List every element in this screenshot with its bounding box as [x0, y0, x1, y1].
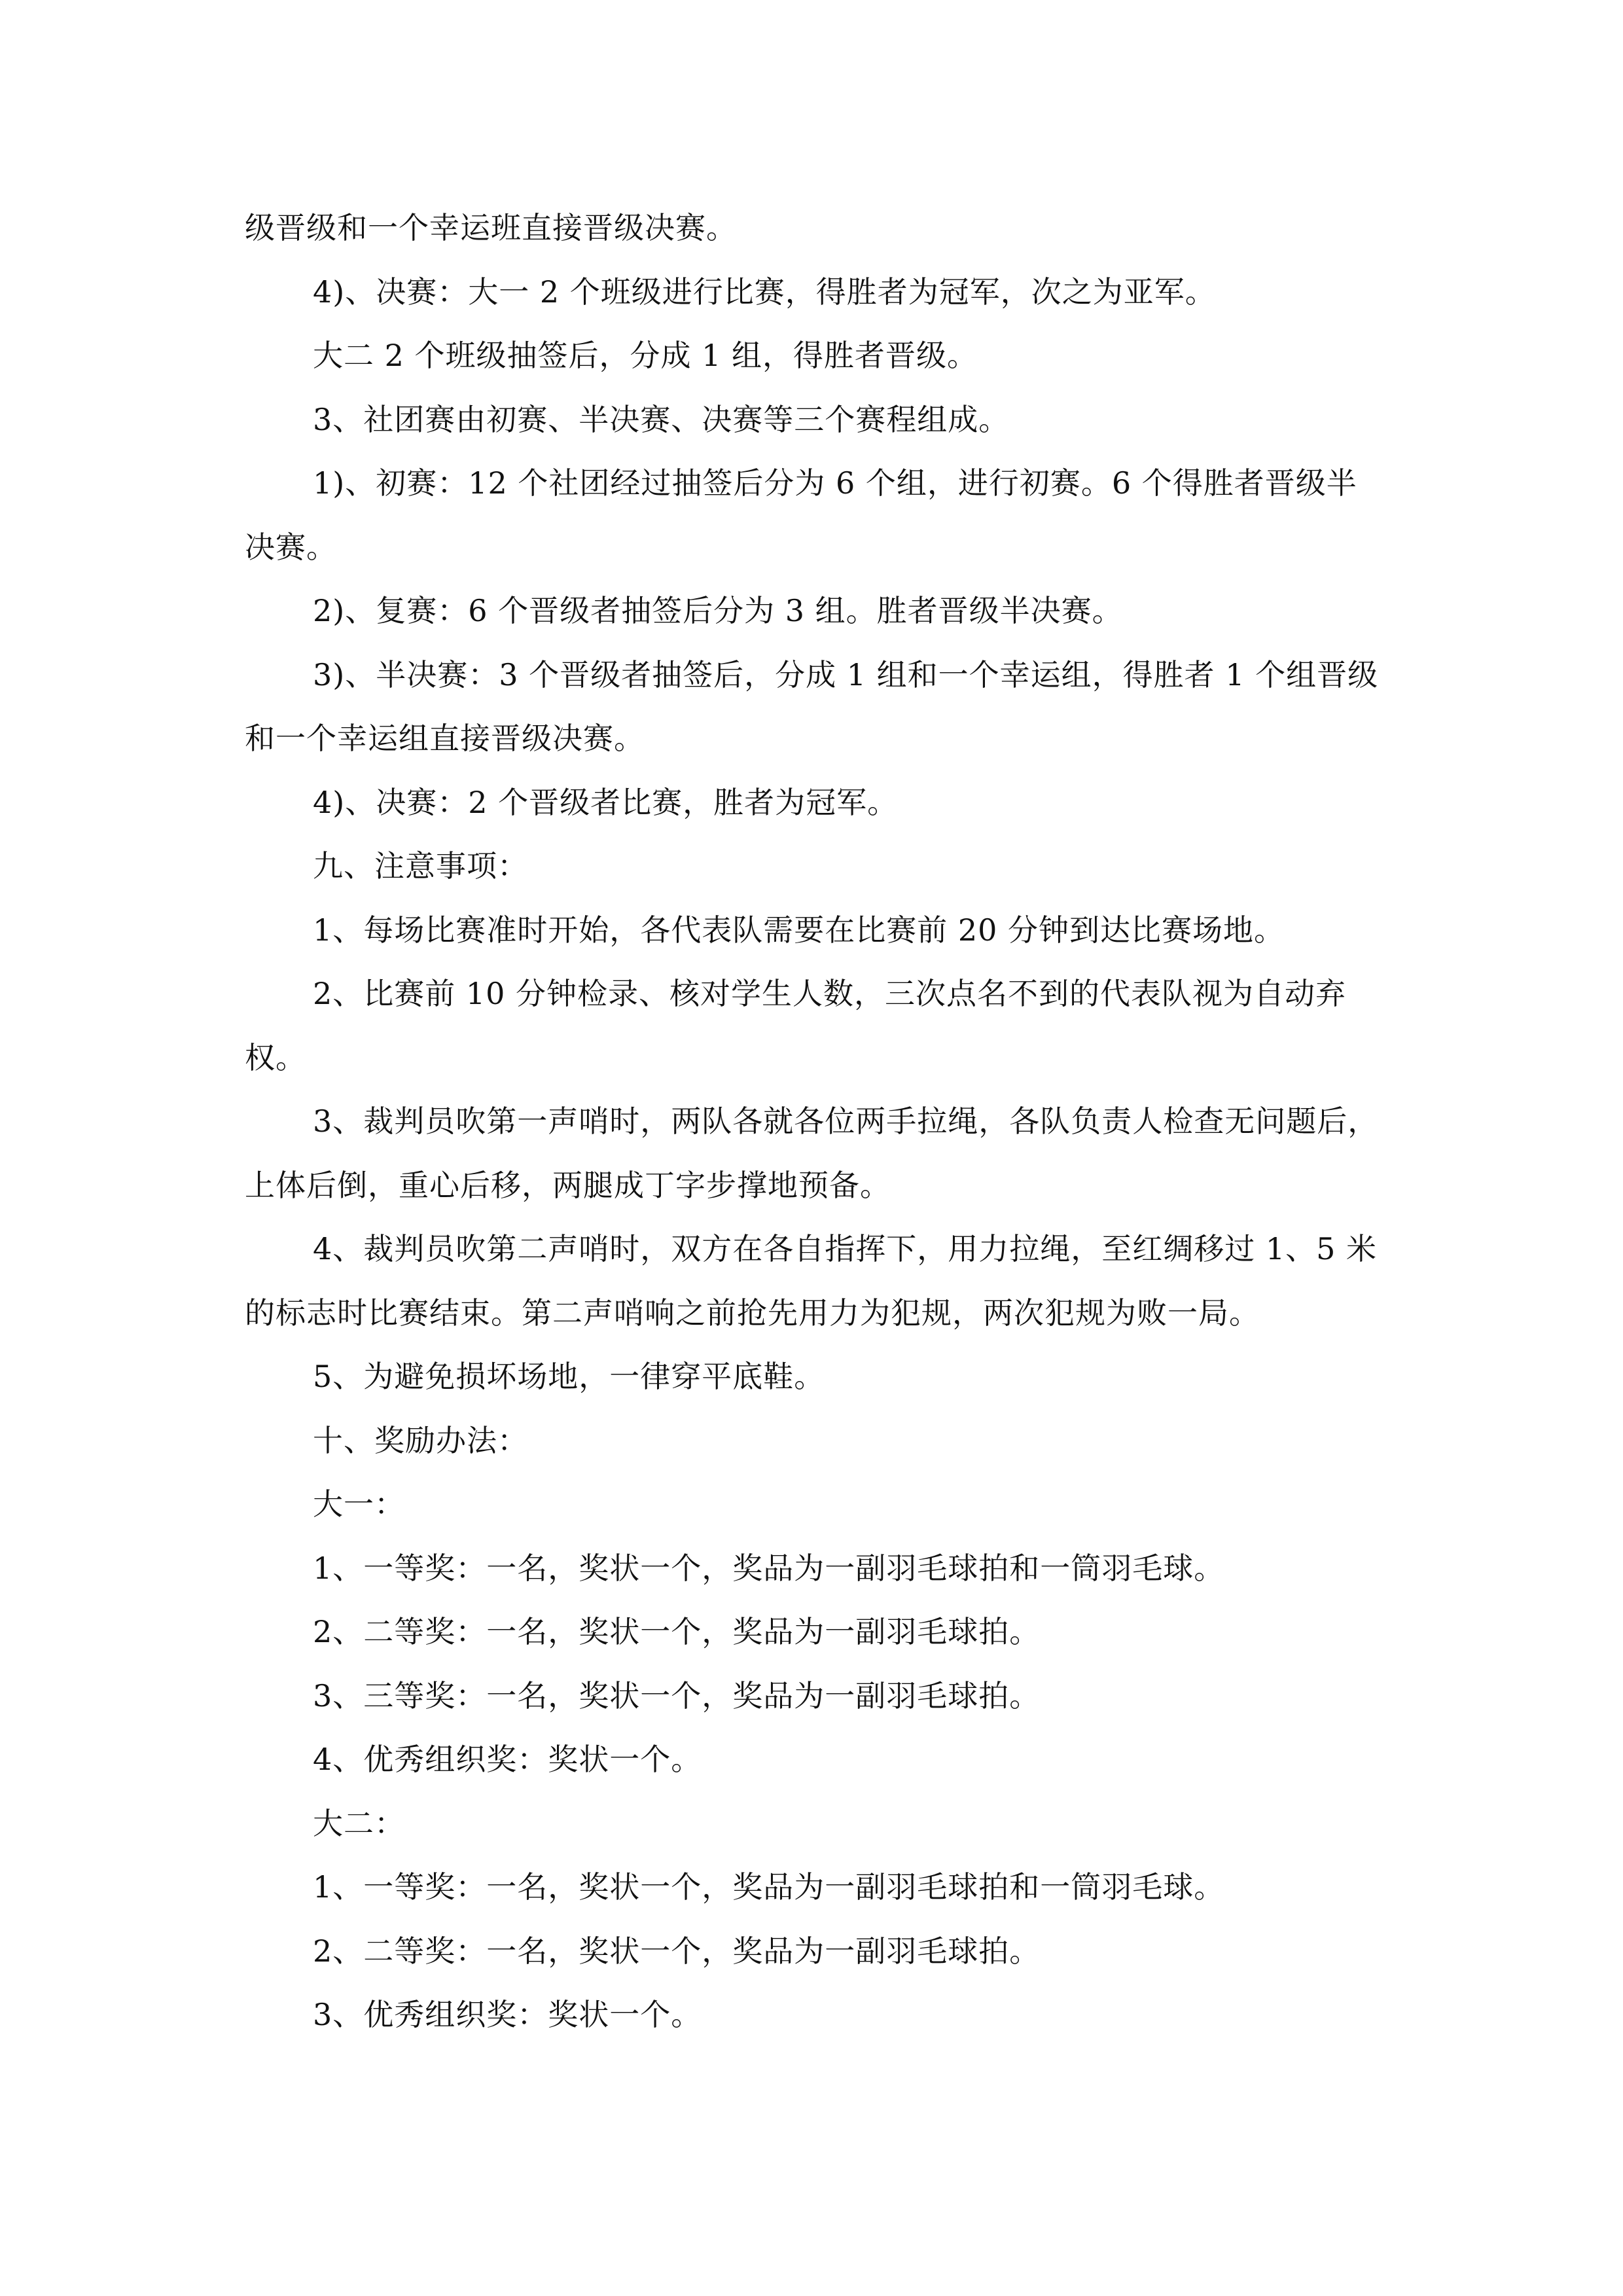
paragraph-1: 级晋级和一个幸运班直接晋级决赛。 — [245, 210, 737, 245]
paragraph-12: 3、裁判员吹第一声哨时，两队各就各位两手拉绳，各队负责人检查无问题后，上体后倒，重心后移，两腿成丁字步撑地预备。 — [245, 1103, 1379, 1203]
paragraph-2: 4)、决赛：大一 2 个班级进行比赛，得胜者为冠军，次之为亚军。 — [313, 274, 1216, 310]
paragraph-4: 3、社团赛由初赛、半决赛、决赛等三个赛程组成。 — [313, 401, 1010, 437]
group-heading-sophomore: 大二： — [313, 1805, 405, 1841]
paragraph-10: 1、每场比赛准时开始，各代表队需要在比赛前 20 分钟到达比赛场地。 — [313, 912, 1285, 948]
paragraph-22: 1、一等奖：一名，奖状一个，奖品为一副羽毛球拍和一筒羽毛球。 — [313, 1869, 1225, 1905]
section-heading-10: 十、奖励办法： — [313, 1422, 528, 1458]
paragraph-24: 3、优秀组织奖：奖状一个。 — [313, 1997, 702, 2032]
paragraph-5: 1)、初赛：12 个社团经过抽签后分为 6 个组，进行初赛。6 个得胜者晋级半决赛。 — [245, 465, 1357, 565]
paragraph-17: 1、一等奖：一名，奖状一个，奖品为一副羽毛球拍和一筒羽毛球。 — [313, 1550, 1225, 1586]
document-body — [245, 196, 1383, 2047]
paragraph-23: 2、二等奖：一名，奖状一个，奖品为一副羽毛球拍。 — [313, 1933, 1041, 1969]
paragraph-7: 3)、半决赛：3 个晋级者抽签后，分成 1 组和一个幸运组，得胜者 1 个组晋级和一个幸运组直接晋级决赛。 — [245, 656, 1379, 756]
paragraph-20: 4、优秀组织奖：奖状一个。 — [313, 1742, 702, 1777]
section-heading-9: 九、注意事项： — [313, 848, 528, 884]
paragraph-6: 2)、复赛：6 个晋级者抽签后分为 3 组。胜者晋级半决赛。 — [313, 593, 1123, 628]
paragraph-14: 5、为避免损坏场地，一律穿平底鞋。 — [313, 1359, 825, 1394]
group-heading-freshman: 大一： — [313, 1486, 405, 1522]
paragraph-13: 4、裁判员吹第二声哨时，双方在各自指挥下，用力拉绳，至红绸移过 1、5 米的标志时比赛结束。第二声哨响之前抢先用力为犯规，两次犯规为败一局。 — [245, 1231, 1378, 1331]
paragraph-8: 4)、决赛：2 个晋级者比赛，胜者为冠军。 — [313, 784, 899, 820]
paragraph-19: 3、三等奖：一名，奖状一个，奖品为一副羽毛球拍。 — [313, 1677, 1041, 1713]
paragraph-18: 2、二等奖：一名，奖状一个，奖品为一副羽毛球拍。 — [313, 1614, 1041, 1649]
paragraph-3: 大二 2 个班级抽签后，分成 1 组，得胜者晋级。 — [313, 338, 978, 373]
paragraph-11: 2、比赛前 10 分钟检录、核对学生人数，三次点名不到的代表队视为自动弃权。 — [245, 976, 1347, 1075]
